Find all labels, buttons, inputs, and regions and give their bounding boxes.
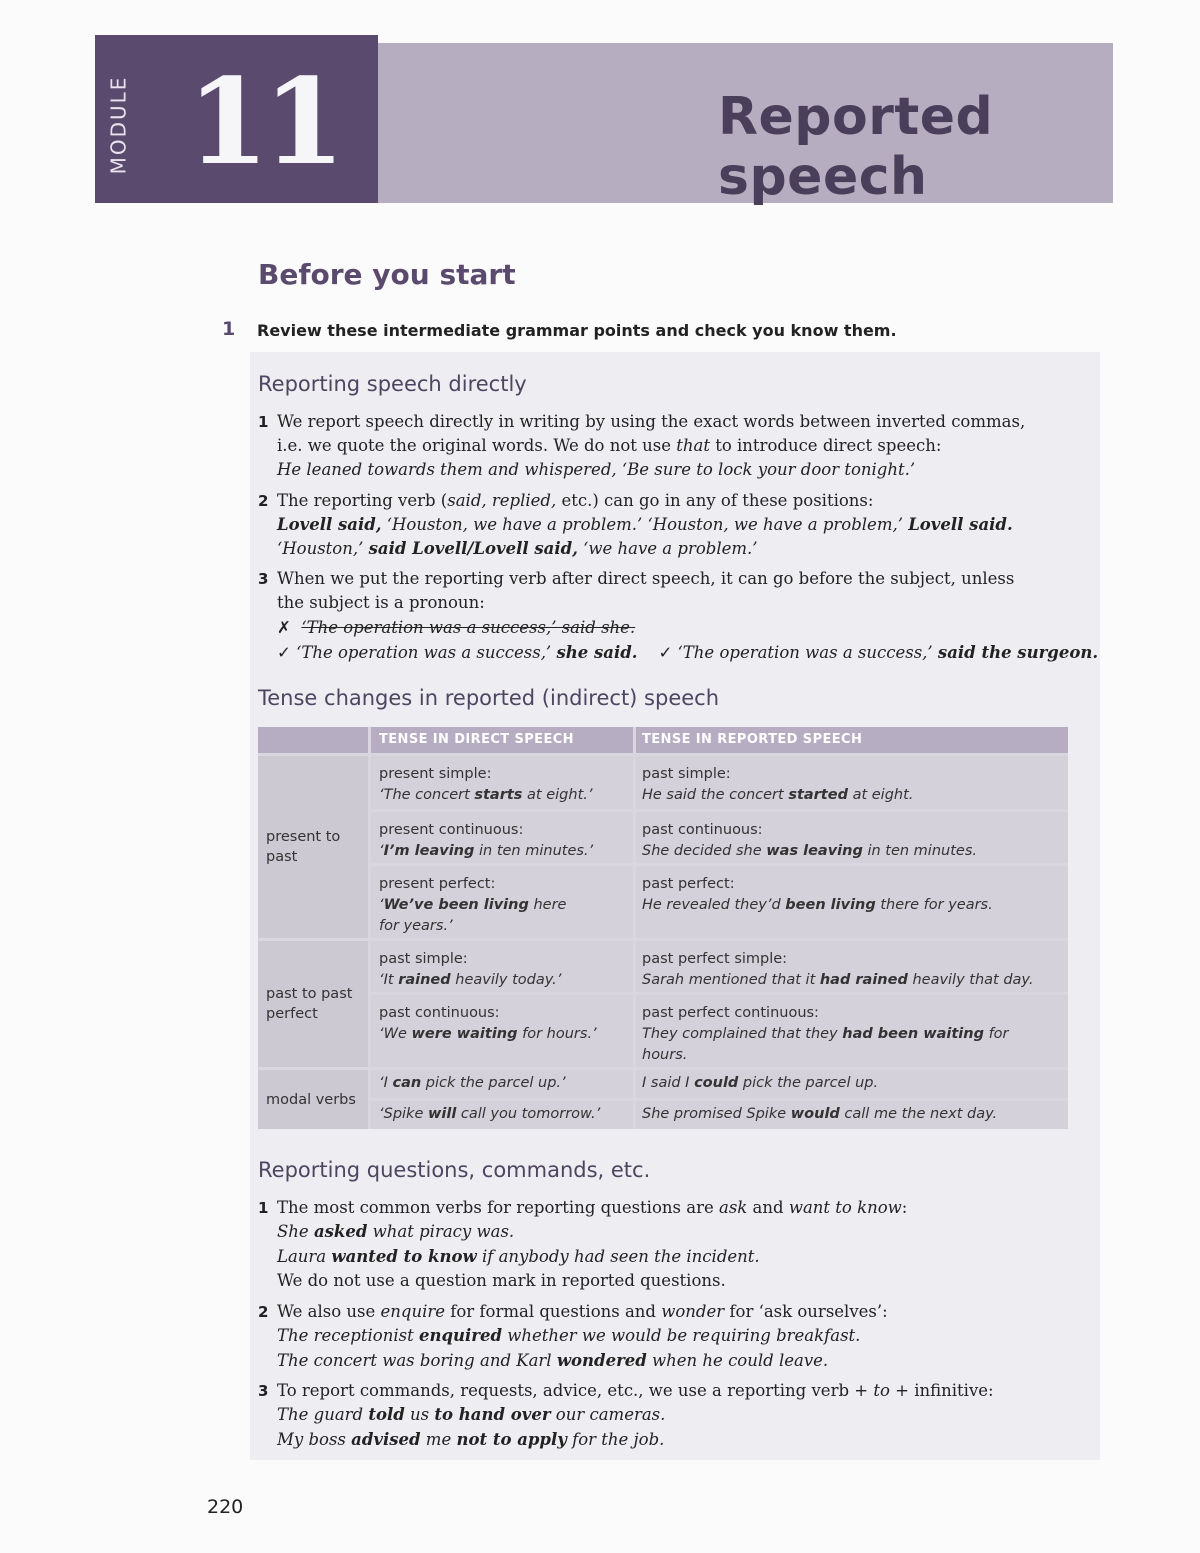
before-you-start-heading: Before you start [258,258,516,291]
table-header-blank [258,727,368,753]
table-cell-reported: past simple: He said the concert started at eight. [636,756,1068,809]
module-title: Reported speech [718,87,994,207]
group-label-present-to-past: present to past [258,756,368,938]
section-heading-tense-changes: Tense changes in reported (indirect) speech [258,686,720,710]
exercise-instruction: Review these intermediate grammar points and check you know them. [257,321,897,340]
table-cell-reported: past perfect: He revealed they’d been living there for years. [636,866,1068,938]
banner-dark-block [95,35,378,203]
table-cell-direct: present simple: ‘The concert starts at eight.’ [371,756,633,809]
group-label-modal-verbs: modal verbs [258,1070,368,1129]
tense-changes-table [258,727,1068,1129]
table-cell-direct: present perfect: ‘We’ve been living here for years.’ [371,866,633,938]
page-number: 220 [207,1496,244,1518]
banner-light-block [378,43,1113,207]
table-header-reported: TENSE IN REPORTED SPEECH [636,727,1068,753]
table-cell-reported: I said I could pick the parcel up. [636,1070,1068,1098]
module-banner [95,35,1113,207]
table-cell-reported: past continuous: She decided she was leaving in ten minutes. [636,812,1068,863]
tick-icon: ✓ [658,643,673,662]
exercise-number: 1 [222,318,236,340]
module-number: 11 [187,52,340,191]
section-heading-questions-commands: Reporting questions, commands, etc. [258,1158,651,1182]
table-cell-direct: ‘Spike will call you tomorrow.’ [371,1101,633,1129]
table-cell-reported: She promised Spike would call me the next day. [636,1101,1068,1129]
table-cell-direct: past simple: ‘It rained heavily today.’ [371,941,633,992]
section-heading-direct: Reporting speech directly [258,372,527,396]
table-cell-direct: ‘I can pick the parcel up.’ [371,1070,633,1098]
module-label: MODULE [106,75,131,175]
tick-icon: ✓ [277,643,291,662]
table-header-direct: TENSE IN DIRECT SPEECH [371,727,633,753]
table-cell-direct: present continuous: ‘I’m leaving in ten minutes.’ [371,812,633,863]
table-cell-reported: past perfect continuous: They complained that they had been waiting for hours. [636,995,1068,1067]
table-cell-reported: past perfect simple: Sarah mentioned that it had rained heavily that day. [636,941,1068,992]
cross-icon: ✗ [277,618,291,637]
group-label-past-to-past-perfect: past to past perfect [258,941,368,1067]
table-cell-direct: past continuous: ‘We were waiting for hours.’ [371,995,633,1067]
